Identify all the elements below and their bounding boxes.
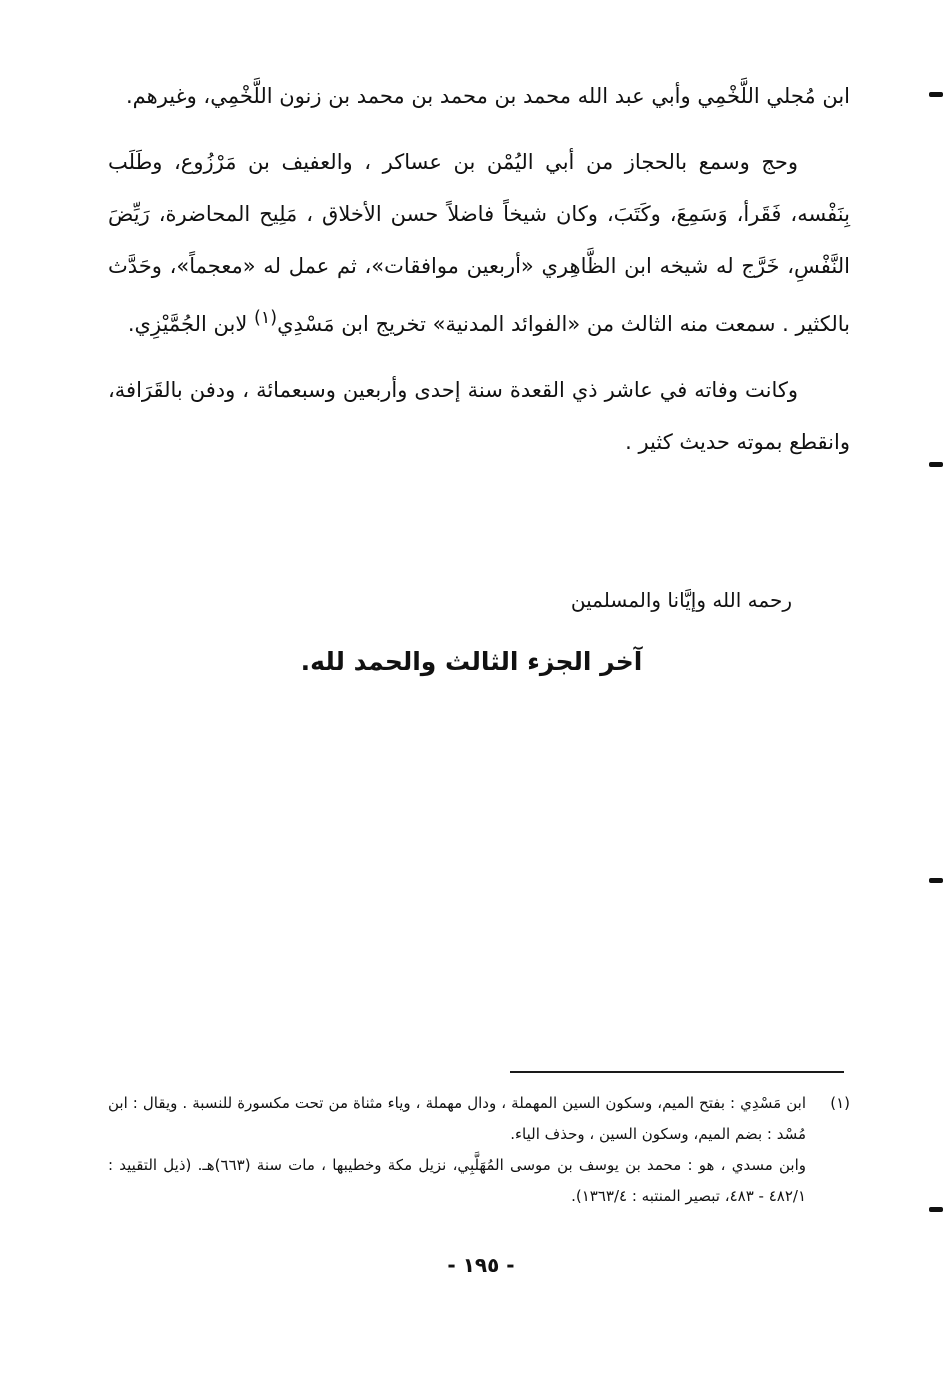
footnote-1	[108, 1088, 850, 1150]
end-of-part-heading: آخر الجزء الثالث والحمد لله.	[300, 647, 643, 676]
paragraph-2-text: وحج وسمع بالحجاز من أبي اليُمْن بن عساكر ، والعفيف بن مَرْزُوع، وطَلَب بِنَفْسه، فَقَرأ، وَسَمِعَ، وكَتَبَ، وكان شيخاً فاضلاً حسن الأخلاق ، مَلِيح المحاضرة، رَيِّضَ النَّفْسِ، خَرَّج له شيخه ابن الظَّاهِري «أربعين موافقات»، ثم عمل له «معجماً»، وحَدَّث بالكثير . سمعت منه الثالث من «الفوائد المدنية» تخريج ابن مَسْدِي	[108, 150, 850, 336]
footnote-divider	[510, 1071, 844, 1073]
footnotes	[108, 1088, 850, 1212]
paragraph-2	[108, 136, 850, 350]
scan-edge-mark	[929, 462, 943, 467]
page-number: - ١٩٥ -	[447, 1253, 515, 1277]
closing-prayer: رحمه الله وإيَّانا والمسلمين	[570, 588, 792, 612]
scan-edge-mark	[929, 878, 943, 883]
footnote-reference: (١)	[254, 308, 278, 328]
footnote-number: (١)	[830, 1094, 850, 1112]
main-text	[108, 70, 850, 482]
paragraph-3: وكانت وفاته في عاشر ذي القعدة سنة إحدى وأربعين وسبعمائة ، ودفن بالقَرَافة، وانقطع بموته حديث كثير .	[108, 378, 850, 454]
paragraph-2-end: لابن الجُمَّيْزِي.	[127, 312, 248, 336]
scan-edge-mark	[929, 92, 943, 97]
footnote-text: ابن مَسْدِي : بفتح الميم، وسكون السين المهملة ، ودال مهملة ، وياء مثناة من تحت مكسورة للنسبة . ويقال : ابن مُسْد : بضم الميم، وسكون السين ، وحذف الياء.	[108, 1094, 806, 1143]
paragraph-1: ابن مُجلي اللَّخْمِي وأبي عبد الله محمد بن محمد بن محمد بن زنون اللَّخْمِي، وغيرهم.	[125, 84, 850, 108]
scan-edge-mark	[929, 1207, 943, 1212]
footnote-continuation: وابن مسدي ، هو : محمد بن يوسف بن موسى المُهَلَّبِي، نزيل مكة وخطيبها ، مات سنة (٦٦٣)هـ. (ذيل التقييد : ٤٨٢/١ - ٤٨٣، تبصير المنتبه : ١٣٦٣/٤).	[108, 1156, 806, 1205]
